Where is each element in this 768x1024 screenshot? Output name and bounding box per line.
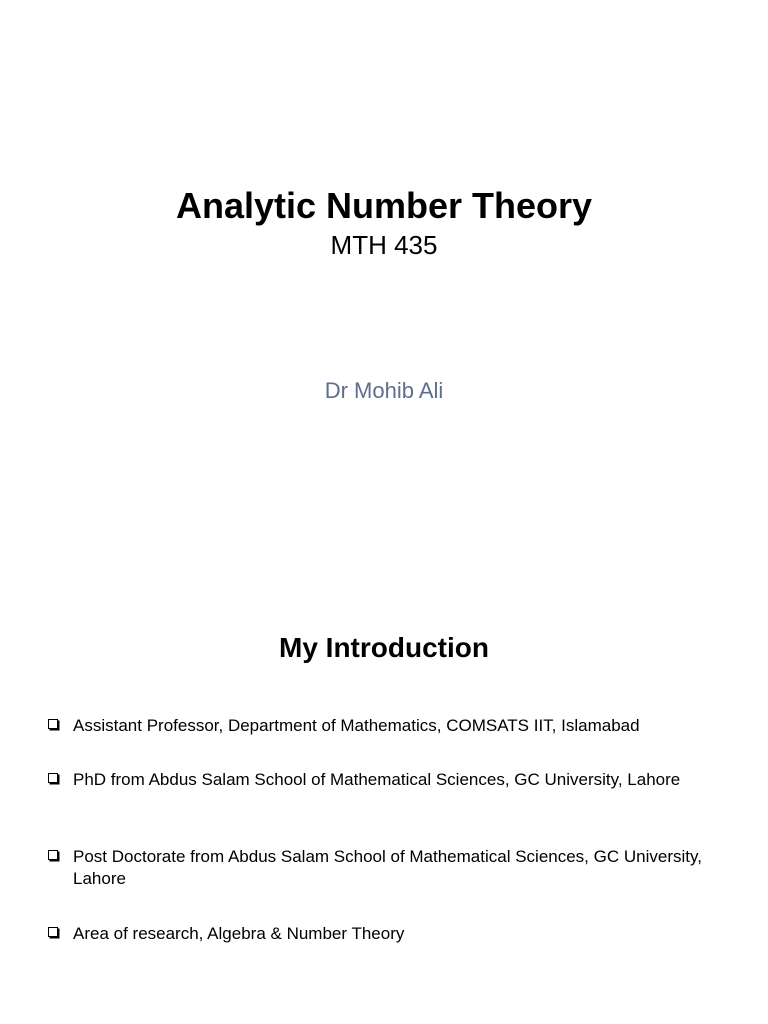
author-name: Dr Mohib Ali: [324, 378, 444, 403]
hollow-square-bullet-icon: [48, 927, 58, 937]
bullet-item: [48, 923, 728, 945]
bullet-text: PhD from Abdus Salam School of Mathematical Sciences, GC University, Lahore: [73, 770, 681, 789]
bullet-text: Area of research, Algebra & Number Theory: [73, 924, 405, 943]
hollow-square-bullet-icon: [48, 773, 58, 783]
hollow-square-bullet-icon: [48, 850, 58, 860]
bullet-text: Assistant Professor, Department of Mathematics, COMSATS IIT, Islamabad: [73, 716, 640, 735]
bullet-text: Post Doctorate from Abdus Salam School of Mathematical Sciences, GC University, Lahore: [73, 847, 702, 888]
bullet-item: [48, 846, 728, 890]
hollow-square-bullet-icon: [48, 719, 58, 729]
introduction-slide: [0, 512, 768, 1024]
course-code: MTH 435: [330, 230, 438, 260]
slide-title: Analytic Number Theory: [175, 185, 593, 226]
bullet-item: [48, 769, 728, 791]
bullet-item: [48, 715, 728, 737]
introduction-heading: My Introduction: [279, 632, 489, 663]
